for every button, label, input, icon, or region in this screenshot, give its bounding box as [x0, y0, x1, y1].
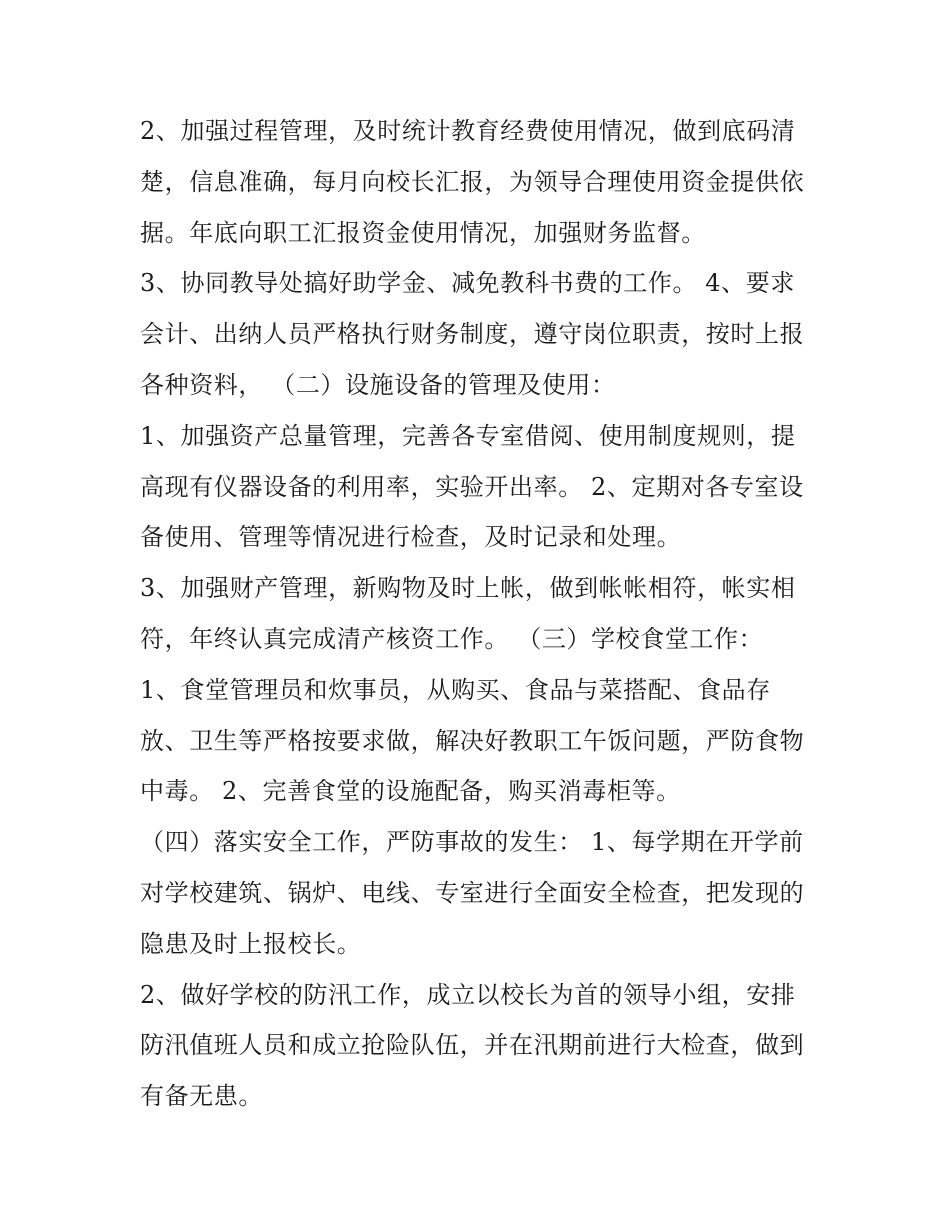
- text-line: 各种资料， （二）设施设备的管理及使用：: [140, 370, 616, 399]
- text-line: （四）落实安全工作，严防事故的发生： 1、每学期在开学前: [140, 828, 804, 857]
- text-line: 隐患及时上报校长。: [140, 929, 362, 958]
- text-line: 中毒。 2、完善食堂的设施配备，购买消毒柜等。: [140, 777, 681, 806]
- paragraph-canteen: [140, 665, 816, 817]
- text-line: 会计、出纳人员严格执行财务制度，遵守岗位职责，按时上报: [140, 320, 805, 349]
- text-line: 符，年终认真完成清产核资工作。 （三）学校食堂工作：: [140, 624, 764, 653]
- paragraph-finance-process: [140, 106, 816, 258]
- text-line: 备使用、管理等情况进行检查，及时记录和处理。: [140, 523, 682, 552]
- text-line: 放、卫生等严格按要求做，解决好教职工午饭问题，严防食物: [140, 726, 805, 755]
- paragraph-property-management: [140, 563, 816, 665]
- text-line: 3、协同教导处搞好助学金、减免教科书费的工作。 4、要求: [140, 269, 795, 298]
- text-line: 高现有仪器设备的利用率，实验开出率。 2、定期对各专室设: [140, 472, 804, 501]
- document-body: [140, 106, 816, 1122]
- text-line: 防汛值班人员和成立抢险队伍，并在汛期前进行大检查，做到: [140, 1031, 805, 1060]
- text-line: 2、做好学校的防汛工作，成立以校长为首的领导小组，安排: [140, 980, 796, 1009]
- text-line: 2、加强过程管理，及时统计教育经费使用情况，做到底码清: [140, 117, 796, 145]
- text-line: 据。年底向职工汇报资金使用情况，加强财务监督。: [140, 218, 706, 247]
- text-line: 对学校建筑、锅炉、电线、专室进行全面安全检查，把发现的: [140, 878, 805, 907]
- paragraph-financial-aid: [140, 258, 816, 410]
- paragraph-flood-prevention: [140, 970, 816, 1122]
- text-line: 1、加强资产总量管理，完善各专室借阅、使用制度规则，提: [140, 421, 796, 450]
- text-line: 楚，信息准确，每月向校长汇报，为领导合理使用资金提供依: [140, 167, 805, 196]
- text-line: 1、食堂管理员和炊事员，从购买、食品与菜搭配、食品存: [140, 675, 771, 704]
- paragraph-safety: [140, 817, 816, 969]
- text-line: 3、加强财产管理，新购物及时上帐，做到帐帐相符，帐实相: [140, 574, 796, 603]
- paragraph-asset-management: [140, 411, 816, 563]
- text-line: 有备无患。: [140, 1082, 263, 1111]
